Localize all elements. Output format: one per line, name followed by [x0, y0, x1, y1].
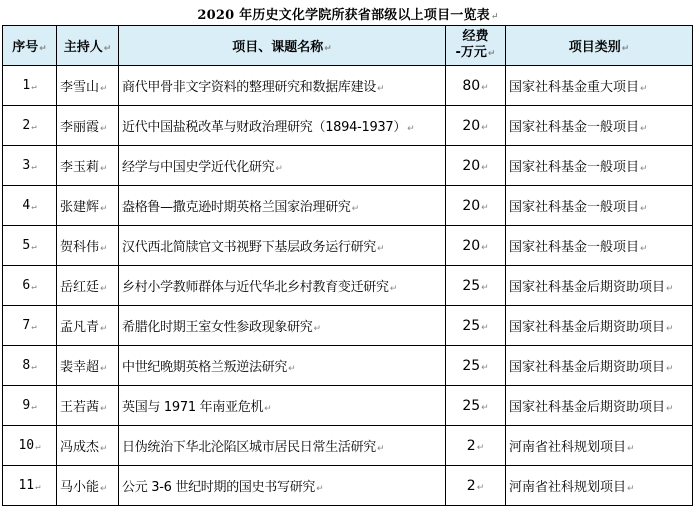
table-row — [3, 186, 693, 226]
table-row — [3, 426, 693, 466]
cell-fund: 80↵ — [446, 66, 506, 106]
cell-host: 贺科伟↵ — [57, 226, 119, 266]
cell-no: 6↵ — [3, 266, 57, 306]
cell-type: 国家社科基金后期资助项目↵ — [506, 386, 693, 426]
cell-fund: 25↵ — [446, 386, 506, 426]
cell-no: 7↵ — [3, 306, 57, 346]
cell-no: 5↵ — [3, 226, 57, 266]
cell-no: 2↵ — [3, 106, 57, 146]
header-no: 序号↵ — [3, 26, 57, 66]
header-type: 项目类别↵ — [506, 26, 693, 66]
cell-no: 1↵ — [3, 66, 57, 106]
cell-project: 中世纪晚期英格兰叛逆法研究↵ — [119, 346, 446, 386]
cell-host: 李玉莉↵ — [57, 146, 119, 186]
cell-project: 日伪统治下华北沦陷区城市居民日常生活研究↵ — [119, 426, 446, 466]
cell-fund: 20↵ — [446, 226, 506, 266]
header-project: 项目、课题名称↵ — [119, 26, 446, 66]
table-header-row — [3, 26, 693, 66]
table-row — [3, 66, 693, 106]
cell-fund: 20↵ — [446, 106, 506, 146]
cell-host: 裴幸超↵ — [57, 346, 119, 386]
cell-project: 英国与 1971 年南亚危机↵ — [119, 386, 446, 426]
table-row — [3, 346, 693, 386]
cell-project: 经学与中国史学近代化研究↵ — [119, 146, 446, 186]
table-row — [3, 226, 693, 266]
table-row — [3, 266, 693, 306]
cell-no: 4↵ — [3, 186, 57, 226]
cell-host: 李丽霞↵ — [57, 106, 119, 146]
table-row — [3, 306, 693, 346]
cell-project: 乡村小学教师群体与近代华北乡村教育变迁研究↵ — [119, 266, 446, 306]
cell-fund: 20↵ — [446, 186, 506, 226]
cell-no: 11↵ — [3, 466, 57, 506]
cell-type: 国家社科基金一般项目↵ — [506, 186, 693, 226]
table-row — [3, 466, 693, 506]
cell-host: 冯成杰↵ — [57, 426, 119, 466]
table-row — [3, 146, 693, 186]
cell-project: 希腊化时期王室女性参政现象研究↵ — [119, 306, 446, 346]
cell-type: 国家社科基金重大项目↵ — [506, 66, 693, 106]
header-host: 主持人↵ — [57, 26, 119, 66]
table-row — [3, 386, 693, 426]
cell-fund: 2↵ — [446, 426, 506, 466]
cell-type: 国家社科基金后期资助项目↵ — [506, 346, 693, 386]
cell-host: 岳红廷↵ — [57, 266, 119, 306]
cell-host: 马小能↵ — [57, 466, 119, 506]
cell-fund: 25↵ — [446, 266, 506, 306]
cell-project: 汉代西北简牍官文书视野下基层政务运行研究↵ — [119, 226, 446, 266]
cell-host: 李雪山↵ — [57, 66, 119, 106]
cell-type: 国家社科基金一般项目↵ — [506, 146, 693, 186]
cell-type: 河南省社科规划项目↵ — [506, 426, 693, 466]
cell-type: 国家社科基金一般项目↵ — [506, 226, 693, 266]
cell-project: 近代中国盐税改革与财政治理研究（1894-1937）↵ — [119, 106, 446, 146]
cell-type: 国家社科基金后期资助项目↵ — [506, 306, 693, 346]
cell-project: 盎格鲁—撒克逊时期英格兰国家治理研究↵ — [119, 186, 446, 226]
cell-host: 王若茜↵ — [57, 386, 119, 426]
cell-project: 商代甲骨非文字资料的整理研究和数据库建设↵ — [119, 66, 446, 106]
cell-fund: 25↵ — [446, 306, 506, 346]
cell-fund: 25↵ — [446, 346, 506, 386]
projects-table — [2, 25, 693, 506]
cell-type: 国家社科基金后期资助项目↵ — [506, 266, 693, 306]
cell-project: 公元 3-6 世纪时期的国史书写研究↵ — [119, 466, 446, 506]
cell-no: 10↵ — [3, 426, 57, 466]
cell-type: 国家社科基金一般项目↵ — [506, 106, 693, 146]
cell-type: 河南省社科规划项目↵ — [506, 466, 693, 506]
cell-host: 孟凡青↵ — [57, 306, 119, 346]
cell-fund: 2↵ — [446, 466, 506, 506]
page-title: 2020 年历史文化学院所获省部级以上项目一览表↵ — [197, 8, 499, 23]
cell-no: 8↵ — [3, 346, 57, 386]
table-row — [3, 106, 693, 146]
cell-no: 9↵ — [3, 386, 57, 426]
header-fund: 经费 -万元↵ — [446, 26, 506, 66]
cell-no: 3↵ — [3, 146, 57, 186]
cell-fund: 20↵ — [446, 146, 506, 186]
cell-host: 张建辉↵ — [57, 186, 119, 226]
